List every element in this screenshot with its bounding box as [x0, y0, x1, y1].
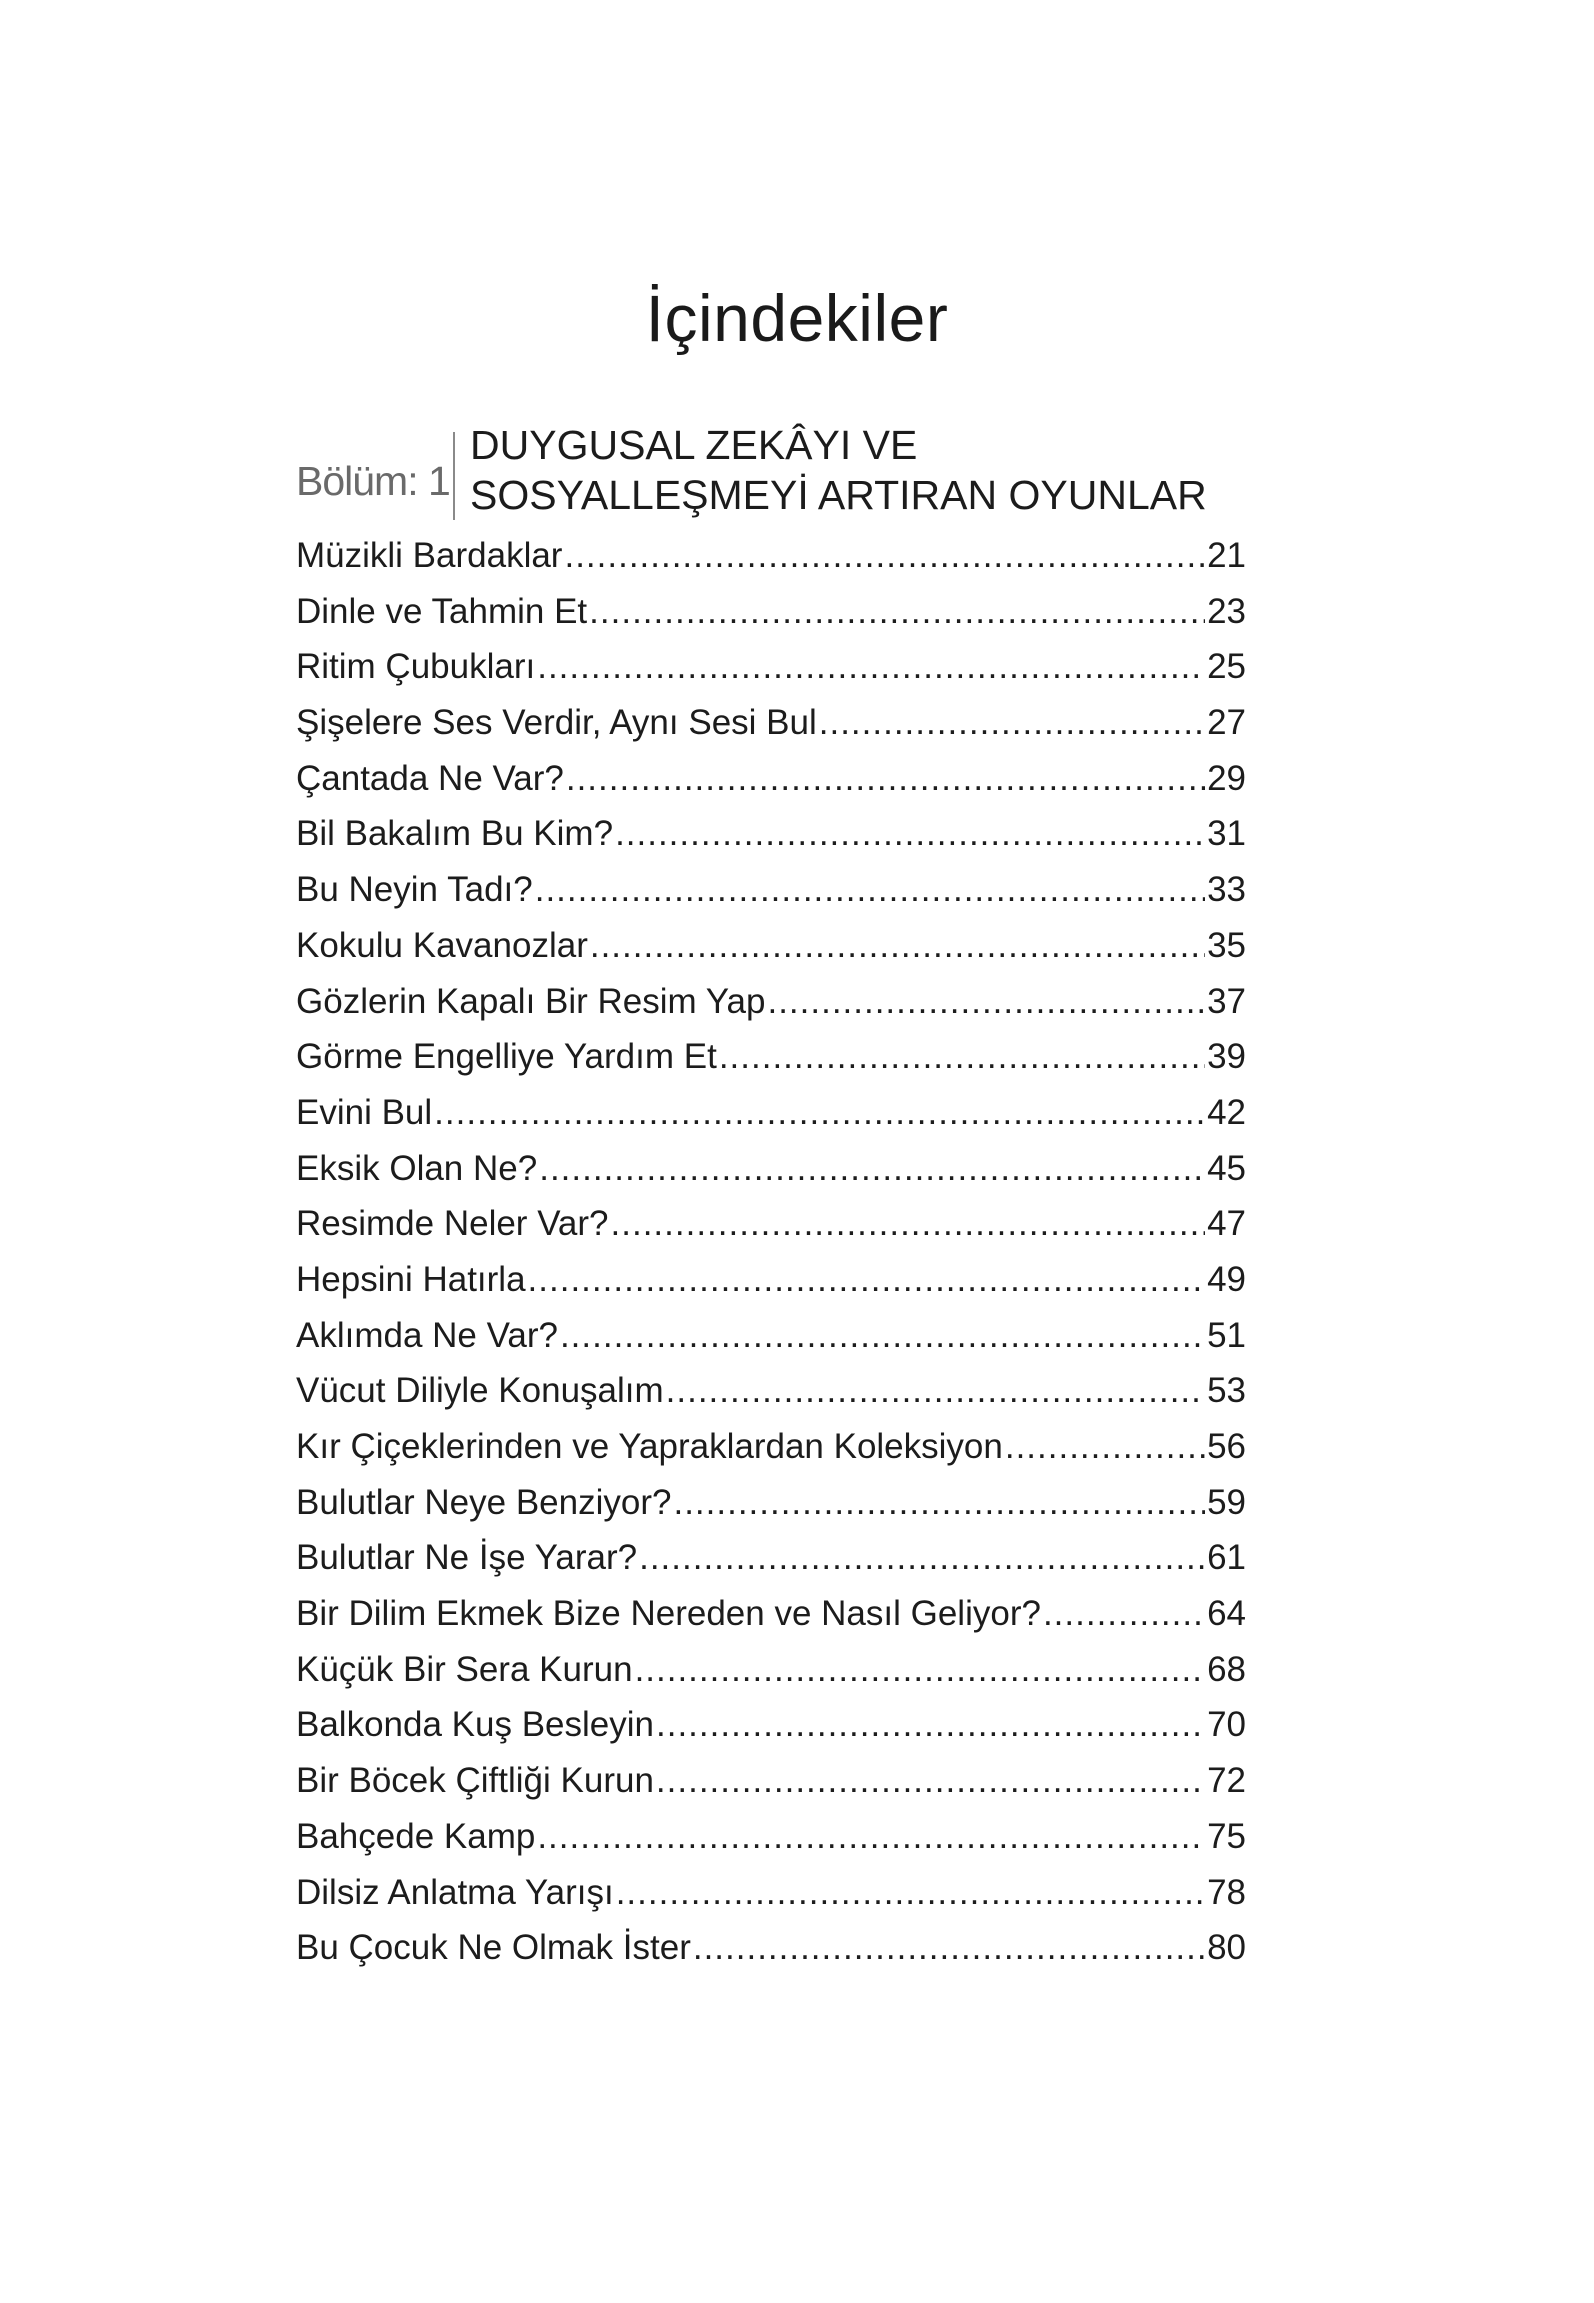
toc-entry: [296, 862, 1246, 918]
toc-entry-page-number: 45: [1207, 1148, 1246, 1188]
toc-entry-page-number: 49: [1207, 1259, 1246, 1299]
toc-dot-leader: [590, 918, 1205, 973]
toc-dot-leader: [434, 1085, 1205, 1140]
toc-entry-title: Bu Çocuk Ne Olmak İster: [296, 1928, 691, 1968]
toc-entry-title: Müzikli Bardaklar: [296, 536, 563, 575]
toc-dot-leader: [819, 695, 1205, 750]
toc-entry: [296, 1029, 1246, 1085]
toc-dot-leader: [673, 1475, 1205, 1530]
toc-entry-page-number: 33: [1207, 870, 1246, 910]
toc-entry-title: Ritim Çubukları: [296, 647, 536, 687]
toc-entry-page-number: 61: [1207, 1538, 1246, 1578]
toc-entry: [296, 1141, 1246, 1197]
chapter-heading: [296, 420, 1296, 530]
toc-dot-leader: [611, 1196, 1206, 1251]
toc-entry-title: Aklımda Ne Var?: [296, 1315, 558, 1355]
toc-dot-leader: [528, 1252, 1206, 1307]
toc-entry: [296, 1419, 1246, 1475]
toc-entry-title: Bu Neyin Tadı?: [296, 870, 533, 910]
toc-entry-page-number: 68: [1207, 1649, 1246, 1689]
toc-entry-page-number: 53: [1207, 1371, 1246, 1411]
toc-entry: [296, 918, 1246, 974]
toc-entry-page-number: 37: [1207, 981, 1246, 1021]
toc-dot-leader: [560, 1308, 1205, 1363]
chapter-title-line-1: DUYGUSAL ZEKÂYI VE: [470, 422, 918, 468]
toc-entry-title: Dilsiz Anlatma Yarışı: [296, 1872, 614, 1912]
toc-entry: [296, 1642, 1246, 1698]
toc-entry-title: Çantada Ne Var?: [296, 758, 564, 798]
toc-entry-page-number: 75: [1207, 1816, 1246, 1856]
toc-entry-page-number: 29: [1207, 758, 1246, 798]
toc-entry-title: Balkonda Kuş Besleyin: [296, 1705, 654, 1745]
toc-entry-page-number: 80: [1207, 1928, 1246, 1968]
toc-entry-page-number: 39: [1207, 1037, 1246, 1077]
toc-entry-page-number: 25: [1207, 647, 1246, 687]
toc-entry-title: Şişelere Ses Verdir, Aynı Sesi Bul: [296, 703, 817, 743]
toc-entry-title: Gözlerin Kapalı Bir Resim Yap: [296, 981, 766, 1021]
toc-dot-leader: [615, 806, 1205, 861]
toc-entry: [296, 1530, 1246, 1586]
toc-entry-page-number: 23: [1207, 591, 1246, 631]
toc-entry-title: Vücut Diliyle Konuşalım: [296, 1371, 664, 1411]
toc-entry-title: Resimde Neler Var?: [296, 1204, 609, 1244]
toc-entry-page-number: 31: [1207, 814, 1246, 854]
toc-entry-page-number: 56: [1207, 1427, 1246, 1466]
toc-dot-leader: [1043, 1586, 1205, 1641]
toc-entry: [296, 1865, 1246, 1921]
toc-entry: [296, 974, 1246, 1030]
toc-entry-page-number: 42: [1207, 1092, 1246, 1132]
toc-entry: [296, 639, 1246, 695]
toc-dot-leader: [616, 1865, 1205, 1920]
chapter-title-line-2: SOSYALLEŞMEYİ ARTIRAN OYUNLAR: [470, 472, 1207, 518]
toc-entry-title: Görme Engelliye Yardım Et: [296, 1037, 717, 1077]
toc-entry-title: Bulutlar Ne İşe Yarar?: [296, 1538, 638, 1578]
toc-entry-page-number: 78: [1207, 1872, 1246, 1912]
toc-dot-leader: [537, 1809, 1205, 1864]
toc-entry-title: Evini Bul: [296, 1092, 433, 1132]
toc-entry-title: Kır Çiçeklerinden ve Yapraklardan Koleksiyon: [296, 1427, 1003, 1466]
toc-dot-leader: [537, 639, 1205, 694]
toc-entry-page-number: 59: [1207, 1482, 1246, 1522]
toc-entry: [296, 1809, 1246, 1865]
toc-dot-leader: [639, 1530, 1205, 1585]
toc-dot-leader: [535, 862, 1205, 917]
toc-entry: [296, 751, 1246, 807]
toc-dot-leader: [693, 1920, 1205, 1975]
toc-entry-page-number: 27: [1207, 703, 1246, 743]
toc-dot-leader: [666, 1363, 1205, 1418]
toc-entry-page-number: 72: [1207, 1761, 1246, 1801]
toc-entry: [296, 1085, 1246, 1141]
toc-entry: [296, 528, 1246, 584]
toc-entry-title: Bil Bakalım Bu Kim?: [296, 814, 614, 854]
toc-entry-title: Bir Dilim Ekmek Bize Nereden ve Nasıl Geliyor?: [296, 1594, 1041, 1634]
toc-entry-page-number: 47: [1207, 1204, 1246, 1244]
toc-entry: [296, 1252, 1246, 1308]
toc-entry: [296, 1308, 1246, 1364]
toc-dot-leader: [566, 751, 1205, 806]
toc-entry: [296, 1920, 1246, 1976]
toc-dot-leader: [767, 974, 1205, 1029]
toc-dot-leader: [635, 1642, 1206, 1697]
toc-entry-title: Küçük Bir Sera Kurun: [296, 1649, 633, 1689]
toc-entry: [296, 1697, 1246, 1753]
toc-entry-title: Bulutlar Neye Benziyor?: [296, 1482, 672, 1522]
toc-entry: [296, 1363, 1246, 1419]
toc-entry: [296, 806, 1246, 862]
toc-entry: [296, 1196, 1246, 1252]
toc-entry-title: Eksik Olan Ne?: [296, 1148, 538, 1188]
toc-entry-title: Bahçede Kamp: [296, 1816, 536, 1856]
toc-entry-page-number: 35: [1207, 925, 1246, 965]
table-of-contents: [296, 528, 1246, 1976]
toc-entry: [296, 695, 1246, 751]
toc-entry-page-number: 21: [1207, 536, 1246, 575]
toc-entry-title: Bir Böcek Çiftliği Kurun: [296, 1761, 654, 1801]
toc-entry-title: Hepsini Hatırla: [296, 1259, 526, 1299]
chapter-divider: [453, 432, 455, 520]
toc-dot-leader: [539, 1141, 1205, 1196]
toc-entry-page-number: 51: [1207, 1315, 1246, 1355]
toc-dot-leader: [656, 1697, 1205, 1752]
toc-entry-page-number: 70: [1207, 1705, 1246, 1745]
chapter-title: [470, 420, 1207, 520]
toc-dot-leader: [564, 528, 1205, 583]
toc-entry-title: Kokulu Kavanozlar: [296, 925, 588, 965]
toc-entry-page-number: 64: [1207, 1594, 1246, 1634]
toc-entry: [296, 1753, 1246, 1809]
toc-dot-leader: [589, 584, 1205, 639]
toc-dot-leader: [656, 1753, 1205, 1808]
chapter-label: Bölüm: 1: [296, 458, 450, 504]
toc-entry-title: Dinle ve Tahmin Et: [296, 591, 588, 631]
toc-dot-leader: [1005, 1419, 1205, 1474]
page-title: İçindekiler: [645, 281, 949, 355]
toc-entry: [296, 1586, 1246, 1642]
toc-dot-leader: [719, 1029, 1205, 1084]
toc-entry: [296, 584, 1246, 640]
toc-entry: [296, 1475, 1246, 1531]
